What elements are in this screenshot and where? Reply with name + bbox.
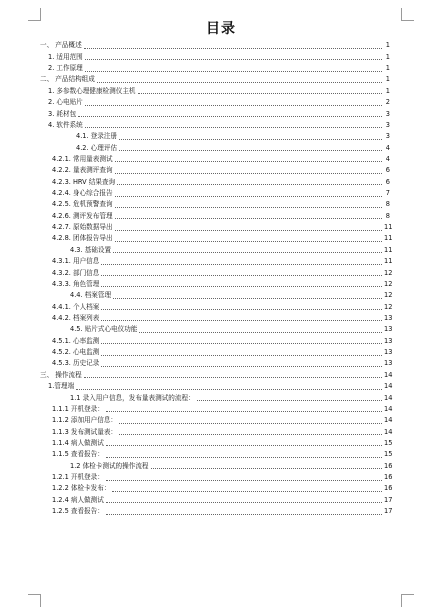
toc-entry[interactable]: [40, 449, 393, 460]
toc-leader-dots: [117, 184, 382, 185]
toc-entry-title: 1.2.1 开机登录：: [52, 473, 104, 482]
toc-leader-dots: [84, 48, 382, 49]
toc-entry[interactable]: [40, 244, 393, 255]
toc-entry[interactable]: [40, 506, 393, 517]
toc-entry-title: 4.5.3. 历史记录: [52, 359, 100, 368]
toc-entry-page: 13: [384, 359, 393, 368]
toc-entry[interactable]: [40, 199, 390, 210]
toc-entry-page: 3: [385, 132, 390, 141]
toc-leader-dots: [101, 264, 382, 265]
toc-entry-page: 14: [384, 416, 393, 425]
toc-leader-dots: [115, 173, 382, 174]
toc-leader-dots: [101, 343, 382, 344]
toc-entry[interactable]: [40, 290, 393, 301]
toc-entry-title: 4.2.8. 团体报告导出: [52, 234, 113, 243]
toc-entry-title: 2. 心电贴片: [48, 98, 83, 107]
toc-entry-page: 8: [385, 200, 390, 209]
toc-entry-page: 12: [384, 291, 393, 300]
toc-leader-dots: [85, 127, 382, 128]
toc-leader-dots: [106, 445, 382, 446]
toc-entry-page: 1: [385, 75, 390, 84]
toc-title: 目录: [206, 21, 236, 37]
toc-entry-title: 4.3.1. 用户信息: [52, 257, 100, 266]
toc-leader-dots: [119, 150, 382, 151]
toc-entry-page: 11: [384, 257, 393, 266]
toc-entry-page: 1: [385, 52, 390, 61]
toc-entry[interactable]: [40, 381, 393, 392]
toc-entry[interactable]: [40, 222, 393, 233]
toc-entry-page: 2: [385, 98, 390, 107]
toc-entry-page: 4: [385, 154, 390, 163]
toc-leader-dots: [138, 93, 382, 94]
toc-entry-title: 4.3.2. 部门信息: [52, 268, 100, 277]
toc-entry-title: 4.5. 贴片式心电仪功能: [70, 325, 138, 334]
toc-entry[interactable]: [40, 97, 390, 108]
toc-entry-title: 4.2. 心理评估: [76, 143, 118, 152]
toc-entry[interactable]: [40, 279, 393, 290]
toc-entry-title: 4.2.4. 身心综合报告: [52, 189, 113, 198]
toc-leader-dots: [119, 423, 382, 424]
toc-leader-dots: [115, 207, 382, 208]
toc-entry-title: 2. 工作原理: [48, 64, 83, 73]
toc-entry-title: 3. 耗材包: [48, 109, 77, 118]
toc-leader-dots: [115, 161, 382, 162]
toc-leader-dots: [85, 59, 382, 60]
toc-entry[interactable]: [40, 460, 393, 471]
toc-entry[interactable]: [40, 176, 390, 187]
toc-entry[interactable]: [40, 85, 390, 96]
toc-entry-title: 4.2.2. 量表测评查询: [52, 166, 113, 175]
toc-entry-title: 1.2.5 查看报告：: [52, 507, 104, 516]
toc-leader-dots: [106, 457, 382, 458]
toc-leader-dots: [113, 298, 382, 299]
toc-entry-title: 4.2.1. 常用量表测试: [52, 154, 113, 163]
toc-entry[interactable]: [40, 426, 393, 437]
toc-entry[interactable]: [40, 324, 393, 335]
toc-leader-dots: [106, 502, 382, 503]
table-of-contents: [40, 40, 393, 517]
toc-entry-title: 4.4. 档案管理: [70, 291, 112, 300]
toc-entry-title: 4.2.6. 测评发布管理: [52, 211, 113, 220]
toc-entry[interactable]: [40, 51, 390, 62]
toc-entry-page: 4: [385, 143, 390, 152]
toc-leader-dots: [115, 218, 382, 219]
toc-entry-title: 4.4.1. 个人档案: [52, 302, 100, 311]
toc-entry-title: 1.1 录入用户信息，发布量表测试的流程：: [70, 393, 195, 402]
toc-entry[interactable]: [40, 74, 390, 85]
toc-entry-page: 11: [384, 223, 393, 232]
toc-entry-page: 3: [385, 109, 390, 118]
toc-entry[interactable]: [40, 358, 393, 369]
toc-entry-page: 6: [385, 177, 390, 186]
toc-entry-page: 14: [384, 382, 393, 391]
toc-leader-dots: [115, 196, 382, 197]
toc-entry-page: 3: [385, 120, 390, 129]
toc-entry-page: 12: [384, 302, 393, 311]
toc-entry-title: 1. 多参数心理健康检测仪主机: [48, 86, 136, 95]
toc-entry-page: 7: [385, 189, 390, 198]
toc-leader-dots: [85, 71, 382, 72]
toc-entry-title: 4.2.7. 原始数据导出: [52, 223, 113, 232]
toc-entry-page: 1: [385, 64, 390, 73]
toc-entry-page: 16: [384, 473, 393, 482]
toc-entry-title: 1.2.4 病人做测试: [52, 495, 104, 504]
toc-entry-title: 三、 操作流程: [40, 370, 82, 379]
toc-leader-dots: [113, 252, 382, 253]
toc-entry-page: 13: [384, 348, 393, 357]
toc-leader-dots: [119, 434, 382, 435]
toc-entry-title: 1.2 体检卡测试的操作流程: [70, 461, 149, 470]
toc-entry-title: 1.1.4 病人做测试: [52, 438, 104, 447]
toc-entry-title: 1.2.2 体检卡发布：: [52, 484, 111, 493]
toc-entry-page: 14: [384, 427, 393, 436]
toc-entry[interactable]: [40, 165, 390, 176]
toc-entry-title: 4.4.2. 档案列表: [52, 313, 100, 322]
toc-leader-dots: [106, 411, 382, 412]
toc-entry-page: 11: [384, 245, 393, 254]
toc-leader-dots: [112, 491, 382, 492]
toc-entry-title: 4.1. 登录注册: [76, 132, 118, 141]
toc-entry-page: 15: [384, 450, 393, 459]
toc-entry-page: 1: [385, 41, 390, 50]
toc-entry-page: 13: [384, 325, 393, 334]
toc-leader-dots: [101, 275, 382, 276]
toc-entry[interactable]: [40, 188, 390, 199]
toc-entry-title: 1.1.1 开机登录：: [52, 404, 104, 413]
toc-entry[interactable]: [40, 63, 390, 74]
toc-leader-dots: [85, 105, 382, 106]
toc-entry[interactable]: [40, 313, 393, 324]
toc-entry[interactable]: [40, 472, 393, 483]
toc-entry[interactable]: [40, 233, 393, 244]
toc-entry-page: 14: [384, 404, 393, 413]
toc-entry-title: 1.1.5 查看报告：: [52, 450, 104, 459]
toc-entry-page: 14: [384, 370, 393, 379]
toc-entry-title: 4. 软件系统: [48, 120, 83, 129]
toc-entry-title: 4.2.5. 危机预警查询: [52, 200, 113, 209]
toc-entry-title: 4.5.1. 心率监测: [52, 336, 100, 345]
toc-entry-title: 4.3. 基础设置: [70, 245, 112, 254]
toc-entry[interactable]: [40, 108, 390, 119]
toc-entry[interactable]: [40, 267, 393, 278]
toc-entry-page: 13: [384, 313, 393, 322]
toc-leader-dots: [115, 230, 382, 231]
toc-entry-page: 8: [385, 211, 390, 220]
toc-entry[interactable]: [40, 335, 393, 346]
toc-leader-dots: [197, 400, 382, 401]
toc-entry-title: 1. 适用范围: [48, 52, 83, 61]
toc-leader-dots: [101, 366, 382, 367]
toc-leader-dots: [106, 514, 382, 515]
toc-entry[interactable]: [40, 415, 393, 426]
toc-leader-dots: [101, 309, 382, 310]
toc-leader-dots: [97, 82, 382, 83]
toc-leader-dots: [151, 468, 382, 469]
toc-entry[interactable]: [40, 40, 390, 51]
toc-leader-dots: [78, 116, 382, 117]
toc-leader-dots: [106, 480, 382, 481]
toc-entry-page: 17: [384, 507, 393, 516]
toc-entry-title: 1.1.2 添加用户信息：: [52, 416, 118, 425]
toc-leader-dots: [101, 355, 382, 356]
toc-entry[interactable]: [40, 494, 393, 505]
toc-entry-page: 16: [384, 484, 393, 493]
toc-leader-dots: [84, 377, 382, 378]
toc-leader-dots: [115, 241, 382, 242]
toc-entry-page: 16: [384, 461, 393, 470]
toc-leader-dots: [101, 286, 382, 287]
toc-entry[interactable]: [40, 131, 390, 142]
toc-entry[interactable]: [40, 369, 393, 380]
toc-entry[interactable]: [40, 438, 393, 449]
toc-entry[interactable]: [40, 392, 393, 403]
toc-entry-page: 13: [384, 336, 393, 345]
toc-entry-title: 4.5.2. 心电监测: [52, 348, 100, 357]
toc-entry-title: 4.3.3. 角色管理: [52, 279, 100, 288]
toc-entry-page: 12: [384, 268, 393, 277]
toc-entry-title: 一、 产品概述: [40, 41, 82, 50]
toc-entry-page: 15: [384, 438, 393, 447]
toc-entry-title: 4.2.3. HRV 结果查询: [52, 177, 116, 186]
toc-leader-dots: [139, 332, 382, 333]
toc-entry-page: 6: [385, 166, 390, 175]
toc-entry[interactable]: [40, 142, 390, 153]
toc-entry-title: 1.1.3 发布测试量表：: [52, 427, 118, 436]
toc-entry-page: 17: [384, 495, 393, 504]
toc-leader-dots: [119, 139, 382, 140]
toc-entry-page: 12: [384, 279, 393, 288]
toc-entry-page: 14: [384, 393, 393, 402]
crop-mark-bottom-right: [401, 594, 414, 607]
toc-leader-dots: [101, 320, 382, 321]
toc-leader-dots: [76, 389, 382, 390]
toc-entry[interactable]: [40, 483, 393, 494]
toc-entry[interactable]: [40, 347, 393, 358]
toc-entry-title: 二、 产品结构组成: [40, 75, 95, 84]
toc-entry[interactable]: [40, 404, 393, 415]
toc-entry-title: 1.管理端: [48, 382, 75, 391]
toc-entry-page: 11: [384, 234, 393, 243]
toc-entry-page: 1: [385, 86, 390, 95]
toc-entry[interactable]: [40, 120, 390, 131]
toc-entry[interactable]: [40, 256, 393, 267]
toc-entry[interactable]: [40, 210, 390, 221]
toc-entry[interactable]: [40, 154, 390, 165]
crop-mark-bottom-left: [28, 594, 41, 607]
toc-entry[interactable]: [40, 301, 393, 312]
